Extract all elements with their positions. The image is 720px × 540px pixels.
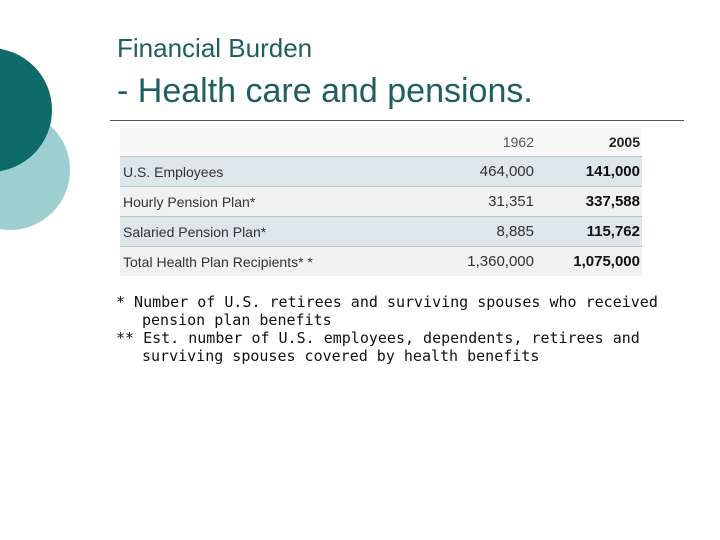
table-row (120, 217, 642, 247)
value-2005: 1,075,000 (573, 253, 640, 270)
decorative-circles (0, 0, 110, 300)
title-divider (110, 120, 684, 121)
table-header-row (120, 128, 642, 157)
header-label (120, 128, 439, 157)
value-2005: 337,588 (585, 193, 640, 210)
footnotes (116, 293, 696, 365)
header-2005: 2005 (608, 134, 640, 150)
row-label: U.S. Employees (123, 163, 224, 180)
header-1962: 1962 (502, 134, 534, 150)
table-row (120, 247, 642, 277)
value-2005: 115,762 (586, 223, 640, 240)
row-label: Salaried Pension Plan* (123, 223, 267, 240)
footnote-pension: * Number of U.S. retirees and surviving spouses who received pension plan benefits (116, 293, 658, 329)
value-1962: 8,885 (496, 223, 534, 240)
slide-subtitle: - Health care and pensions. (117, 72, 533, 110)
table-row (120, 187, 642, 217)
value-1962: 1,360,000 (467, 253, 534, 270)
value-1962: 464,000 (479, 163, 534, 180)
row-label: Total Health Plan Recipients* * (123, 253, 313, 270)
table-row (120, 157, 642, 187)
footnote-health: ** Est. number of U.S. employees, dependents, retirees and surviving spouses covered by health benefits (116, 329, 640, 365)
slide-title: Financial Burden (117, 33, 313, 63)
value-2005: 141,000 (585, 163, 640, 180)
data-table (120, 128, 642, 276)
row-label: Hourly Pension Plan* (123, 193, 256, 210)
value-1962: 31,351 (488, 193, 534, 210)
